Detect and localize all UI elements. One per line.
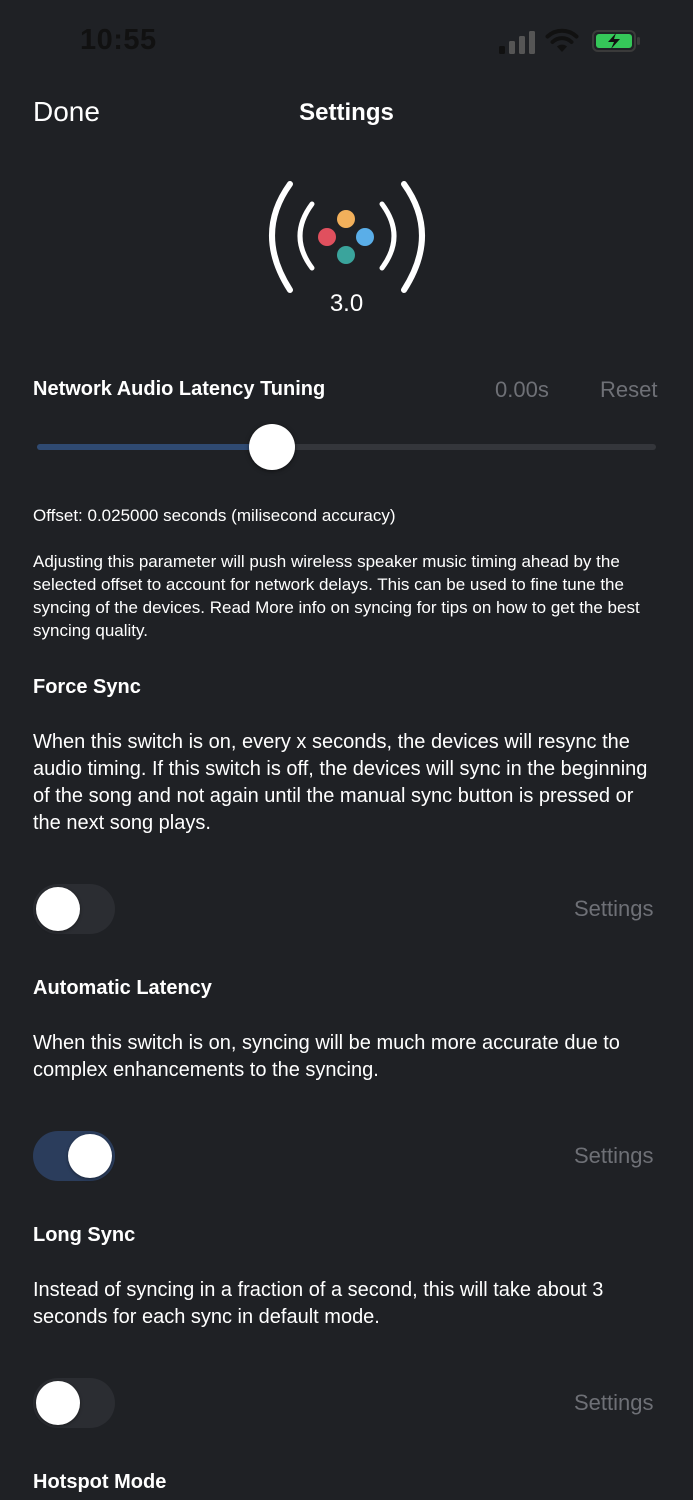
offset-text: Offset: 0.025000 seconds (milisecond accuracy) bbox=[33, 506, 396, 525]
long-sync-toggle[interactable] bbox=[33, 1378, 115, 1428]
toggle-knob bbox=[68, 1134, 112, 1178]
automatic-latency-title: Automatic Latency bbox=[33, 977, 212, 999]
long-sync-description: Instead of syncing in a fraction of a second, this will take about 3 seconds for each sync in default mode. bbox=[33, 1279, 604, 1328]
automatic-latency-description: When this switch is on, syncing will be much more accurate due to complex enhancements to the syncing. bbox=[33, 1032, 620, 1081]
latency-value: 0.00s bbox=[495, 377, 549, 402]
status-time: 10:55 bbox=[80, 24, 157, 56]
battery-charging-icon bbox=[592, 30, 640, 52]
done-button[interactable]: Done bbox=[33, 96, 100, 127]
latency-tuning-title: Network Audio Latency Tuning bbox=[33, 378, 326, 400]
latency-slider[interactable] bbox=[37, 444, 656, 450]
toggle-knob bbox=[36, 887, 80, 931]
app-logo-icon bbox=[262, 176, 432, 300]
automatic-latency-toggle[interactable] bbox=[33, 1131, 115, 1181]
cellular-signal-icon bbox=[498, 30, 536, 54]
long-sync-title: Long Sync bbox=[33, 1224, 136, 1246]
force-sync-title: Force Sync bbox=[33, 676, 141, 698]
latency-slider-fill bbox=[37, 444, 272, 450]
automatic-latency-settings-button[interactable]: Settings bbox=[574, 1143, 654, 1168]
force-sync-settings-button[interactable]: Settings bbox=[574, 896, 654, 921]
wifi-icon bbox=[545, 28, 579, 54]
force-sync-toggle[interactable] bbox=[33, 884, 115, 934]
hotspot-mode-title: Hotspot Mode bbox=[33, 1471, 167, 1493]
long-sync-settings-button[interactable]: Settings bbox=[574, 1390, 654, 1415]
page-title: Settings bbox=[299, 99, 394, 126]
force-sync-description: When this switch is on, every x seconds, the devices will resync the audio timing. If this switch is off, the devices will sync in the beginning of the song and not again until the manual sync button is pressed or the next song plays. bbox=[33, 731, 648, 834]
reset-button[interactable]: Reset bbox=[600, 377, 658, 402]
toggle-knob bbox=[36, 1381, 80, 1425]
app-version: 3.0 bbox=[329, 290, 364, 317]
latency-description: Adjusting this parameter will push wireless speaker music timing ahead by the selected offset to account for network delays. This can be used to fine tune the syncing of the devices. Read More info on syncing for tips on how to get the best syncing quality. bbox=[33, 552, 640, 640]
latency-slider-thumb[interactable] bbox=[249, 424, 295, 470]
